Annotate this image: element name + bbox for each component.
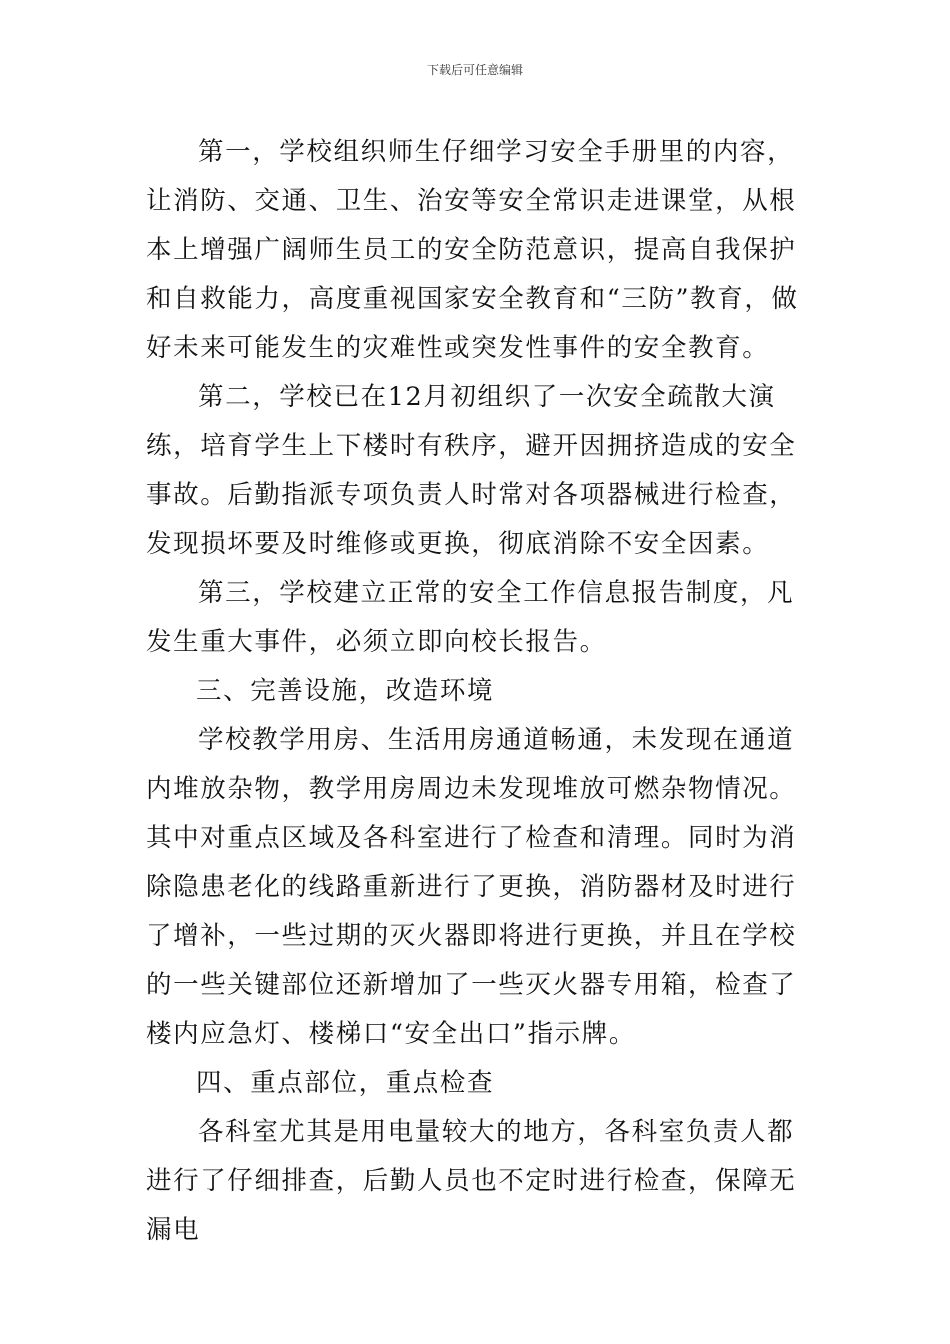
paragraph-third-measure: 第三，学校建立正常的安全工作信息报告制度，凡发生重大事件，必须立即向校长报告。 [146,578,795,657]
paragraph-key-areas: 各科室尤其是用电量较大的地方，各科室负责人都进行了仔细排查，后勤人员也不定时进行检查，保障无漏电 [146,1117,797,1245]
paragraph-second-measure: 第二，学校已在12月初组织了一次安全疏散大演练，培育学生上下楼时有秩序，避开因拥挤造成的安全事故。后勤指派专项负责人时常对各项器械进行检查，发现损坏要及时维修或更换，彻底消除不安全因素。 [146,382,797,559]
document-body [146,128,812,1255]
section-heading-facilities: 三、完善设施，改造环境 [196,676,495,706]
section-heading-key-areas: 四、重点部位，重点检查 [196,1068,495,1098]
page-header: 下载后可任意编辑 [426,63,523,77]
paragraph-facilities: 学校教学用房、生活用房通道畅通，未发现在通道内堆放杂物，教学用房周边未发现堆放可燃杂物情况。其中对重点区域及各科室进行了检查和清理。同时为消除隐患老化的线路重新进行了更换，消防器材及时进行了增补，一些过期的灭火器即将进行更换，并且在学校的一些关键部位还新增加了一些灭火器专用箱，检查了楼内应急灯、楼梯口“安全出口”指示牌。 [146,725,797,1049]
paragraph-first-measure: 第一，学校组织师生仔细学习安全手册里的内容，让消防、交通、卫生、治安等安全常识走进课堂，从根本上增强广阔师生员工的安全防范意识，提高自我保护和自救能力，高度重视国家安全教育和“三防”教育，做好未来可能发生的灾难性或突发性事件的安全教育。 [146,137,799,363]
